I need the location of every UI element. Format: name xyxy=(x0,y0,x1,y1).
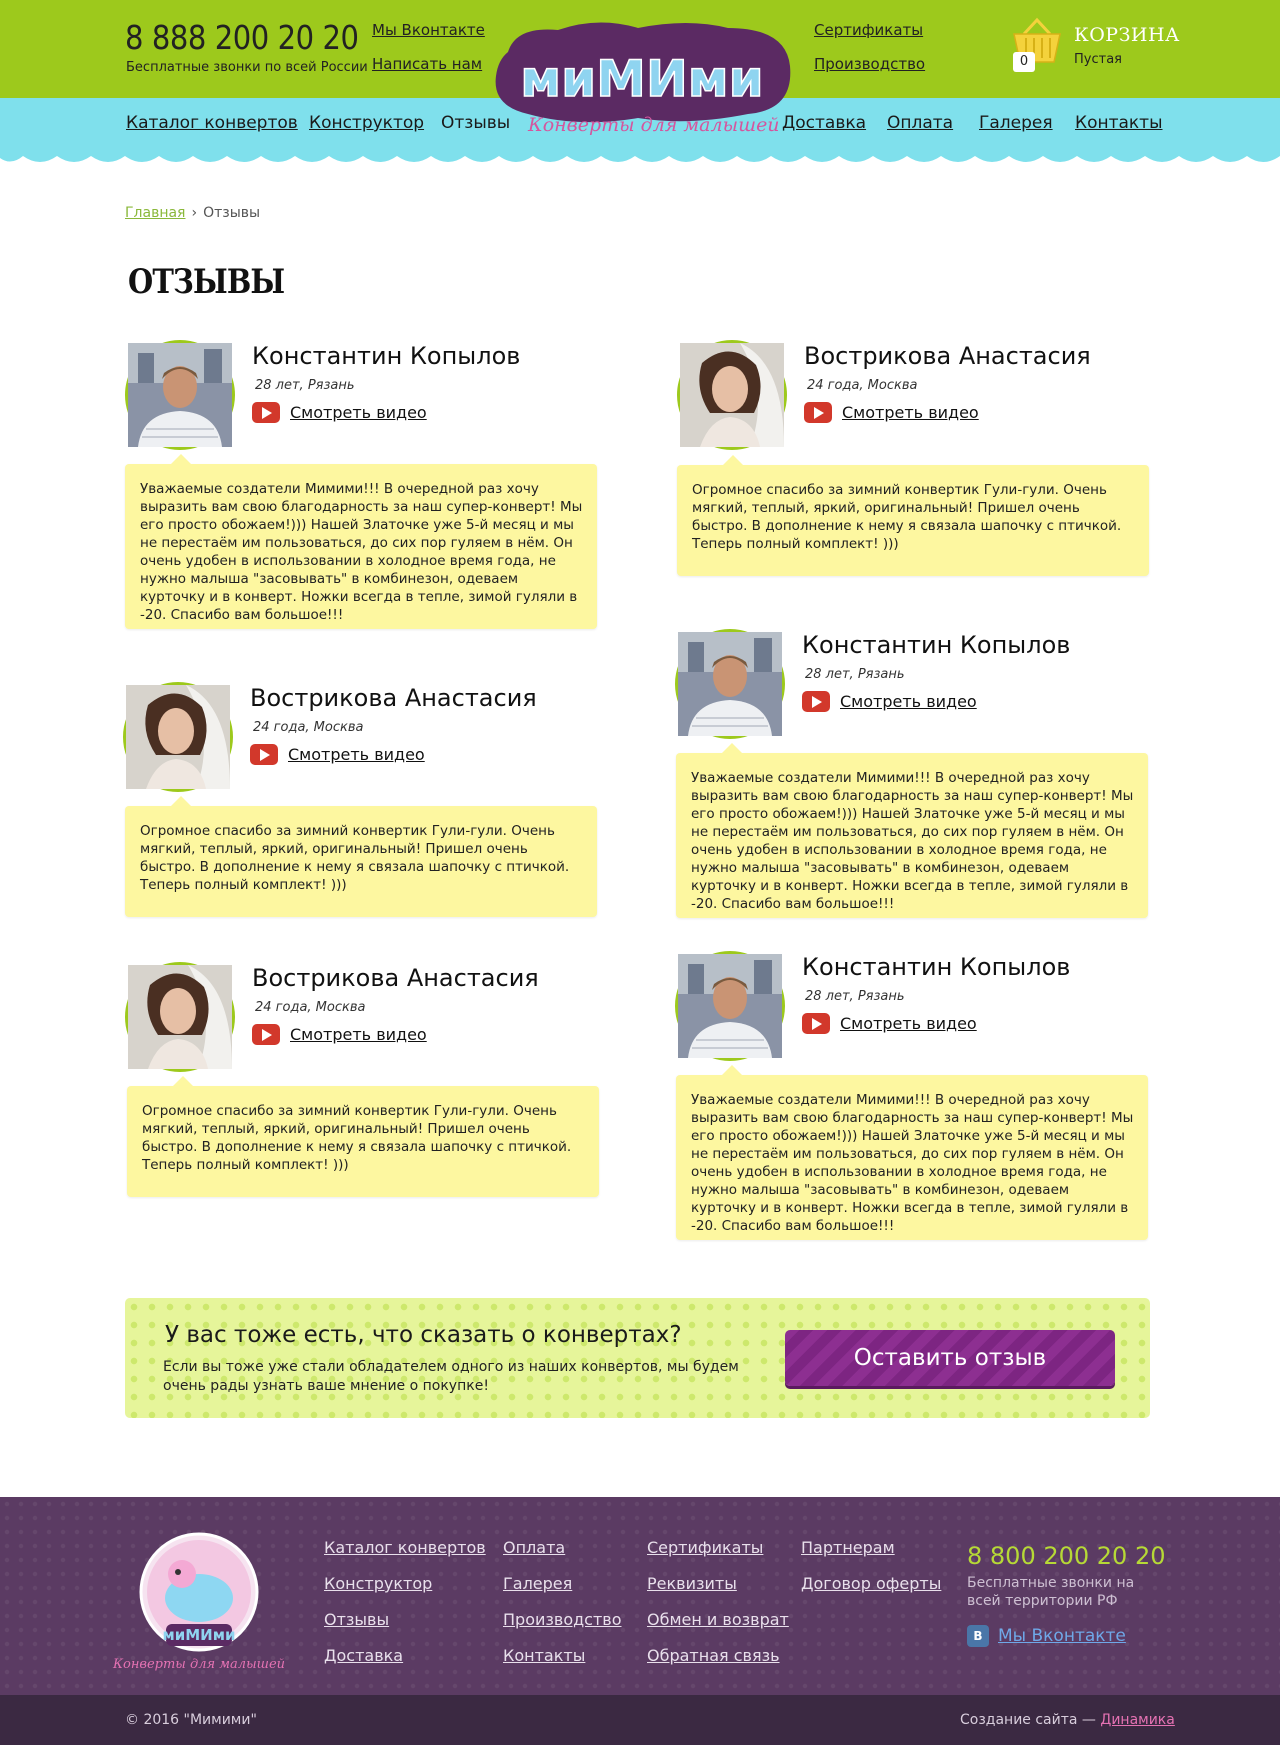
header-link-production[interactable]: Производство xyxy=(814,55,926,73)
review-author: Константин Копылов xyxy=(802,953,1071,981)
vk-icon: В xyxy=(967,1625,989,1647)
review-text: Уважаемые создатели Мимими!!! В очередной раз хочу выразить вам свою благодарность за наш супер-конверт! Мы его просто обожаем!))) Нашей Златочке уже 5-й месяц и мы не перестаём им пользоваться, до сих пор гуляем в нём. Он очень удобен в использовании в холодное время года, не нужно малыша "засовывать" в комбинезон, одеваем курточку и в конверт. Ножки всегда в тепле, зимой гуляли в -20. Спасибо вам большое!!! xyxy=(676,753,1148,918)
copyright: © 2016 "Мимими" xyxy=(125,1712,257,1728)
review-avatar xyxy=(125,962,235,1072)
cart-count: 0 xyxy=(1013,52,1035,72)
review-author: Константин Копылов xyxy=(252,342,521,370)
header-link-write[interactable]: Написать нам xyxy=(372,55,483,73)
review-text: Уважаемые создатели Мимими!!! В очередной раз хочу выразить вам свою благодарность за наш супер-конверт! Мы его просто обожаем!))) Нашей Златочке уже 5-й месяц и мы не перестаём им пользоваться, до сих пор гуляем в нём. Он очень удобен в использовании в холодное время года, не нужно малыша "засовывать" в комбинезон, одеваем курточку и в конверт. Ножки всегда в тепле, зимой гуляли в -20. Спасибо вам большое!!! xyxy=(676,1075,1148,1240)
review-meta: 24 года, Москва xyxy=(807,378,918,393)
footer-link-gallery[interactable]: Галерея xyxy=(503,1574,573,1593)
review-meta: 28 лет, Рязань xyxy=(255,378,355,393)
cta-title: У вас тоже есть, что сказать о конвертах? xyxy=(165,1322,682,1348)
review-author: Константин Копылов xyxy=(802,631,1071,659)
watch-video-link[interactable]: Смотреть видео xyxy=(802,689,977,713)
review-meta: 24 года, Москва xyxy=(253,720,364,735)
footer-link-partners[interactable]: Партнерам xyxy=(801,1538,895,1557)
review-avatar xyxy=(125,340,235,450)
leave-review-button[interactable]: Оставить отзыв xyxy=(785,1330,1115,1386)
youtube-play-icon xyxy=(804,402,832,423)
avatar-woman-image xyxy=(128,965,232,1069)
review-avatar xyxy=(123,682,233,792)
nav-item-contacts[interactable]: Контакты xyxy=(1075,113,1163,133)
logo-wordmark: миМИми xyxy=(520,50,764,108)
watch-video-link[interactable]: Смотреть видео xyxy=(802,1011,977,1035)
review-author: Вострикова Анастасия xyxy=(250,684,537,712)
header-link-vk[interactable]: Мы Вконтакте xyxy=(372,21,485,39)
review-avatar xyxy=(675,951,785,1061)
cart-title[interactable]: КОРЗИНА xyxy=(1074,24,1180,46)
nav-wave-decoration xyxy=(0,148,1280,172)
review-text: Огромное спасибо за зимний конвертик Гули-гули. Очень мягкий, теплый, яркий, оригинальный! Пришел очень быстро. В дополнение к нему я связала шапочку с птичкой. Теперь полный комплект! ))) xyxy=(677,465,1149,576)
youtube-play-icon xyxy=(250,744,278,765)
avatar-man-image xyxy=(128,343,232,447)
watch-video-link[interactable]: Смотреть видео xyxy=(804,400,979,424)
made-by-link[interactable]: Динамика xyxy=(1100,1712,1175,1728)
footer-link-exchange-return[interactable]: Обмен и возврат xyxy=(647,1610,789,1629)
footer-link-delivery[interactable]: Доставка xyxy=(324,1646,404,1665)
logo-slogan: Конверты для малышей xyxy=(528,114,780,136)
cta-text: Если вы тоже уже стали обладателем одного из наших конвертов, мы будем очень рады узнать ваше мнение о покупке! xyxy=(163,1359,739,1394)
nav-item-payment[interactable]: Оплата xyxy=(887,113,954,133)
footer-link-contacts[interactable]: Контакты xyxy=(503,1646,586,1665)
footer-link-certificates[interactable]: Сертификаты xyxy=(647,1538,764,1557)
page-title: ОТЗЫВЫ xyxy=(128,262,285,302)
footer-link-feedback[interactable]: Обратная связь xyxy=(647,1646,780,1665)
footer-logo-wordmark: миМИми xyxy=(162,1626,236,1644)
avatar-woman-image xyxy=(680,343,784,447)
youtube-play-icon xyxy=(802,691,830,712)
review-avatar xyxy=(675,629,785,739)
nav-item-gallery[interactable]: Галерея xyxy=(979,113,1053,133)
youtube-play-icon xyxy=(252,402,280,423)
watch-video-link[interactable]: Смотреть видео xyxy=(250,742,425,766)
nav-item-reviews[interactable]: Отзывы xyxy=(441,113,511,133)
footer-link-payment[interactable]: Оплата xyxy=(503,1538,566,1557)
footer-phone[interactable]: 8 800 200 20 20 xyxy=(967,1542,1166,1570)
watch-video-link[interactable]: Смотреть видео xyxy=(252,1022,427,1046)
review-meta: 24 года, Москва xyxy=(255,1000,366,1015)
footer-vk-link[interactable]: В Мы Вконтакте xyxy=(967,1625,1126,1647)
breadcrumb xyxy=(125,205,260,221)
watch-video-link[interactable]: Смотреть видео xyxy=(252,400,427,424)
footer-phone-note: Бесплатные звонки на всей территории РФ xyxy=(967,1575,1135,1609)
nav-item-catalog[interactable]: Каталог конвертов xyxy=(126,113,298,133)
footer-link-constructor[interactable]: Конструктор xyxy=(324,1574,433,1593)
footer-logo-slogan: Конверты для малышей xyxy=(112,1657,286,1672)
avatar-man-image xyxy=(678,632,782,736)
footer-link-offer-agreement[interactable]: Договор оферты xyxy=(801,1574,942,1593)
avatar-woman-image xyxy=(126,685,230,789)
review-author: Вострикова Анастасия xyxy=(804,342,1091,370)
footer-link-production[interactable]: Производство xyxy=(503,1610,622,1629)
avatar-man-image xyxy=(678,954,782,1058)
cart-status: Пустая xyxy=(1074,52,1122,67)
review-meta: 28 лет, Рязань xyxy=(805,667,905,682)
nav-item-delivery[interactable]: Доставка xyxy=(782,113,867,133)
review-text: Уважаемые создатели Мимими!!! В очередной раз хочу выразить вам свою благодарность за наш супер-конверт! Мы его просто обожаем!))) Нашей Златочке уже 5-й месяц и мы не перестаём им пользоваться, до сих пор гуляем в нём. Он очень удобен в использовании в холодное время года, не нужно малыша "засовывать" в комбинезон, одеваем курточку и в конверт. Ножки всегда в тепле, зимой гуляли в -20. Спасибо вам большое!!! xyxy=(125,464,597,629)
header-phone-note: Бесплатные звонки по всей России xyxy=(126,60,368,75)
breadcrumb-current: Отзывы xyxy=(203,205,261,221)
review-author: Вострикова Анастасия xyxy=(252,964,539,992)
review-avatar xyxy=(677,340,787,450)
footer-link-catalog[interactable]: Каталог конвертов xyxy=(324,1538,486,1557)
youtube-play-icon xyxy=(252,1024,280,1045)
review-text: Огромное спасибо за зимний конвертик Гули-гули. Очень мягкий, теплый, яркий, оригинальный! Пришел очень быстро. В дополнение к нему я связала шапочку с птичкой. Теперь полный комплект! ))) xyxy=(127,1086,599,1197)
leave-review-banner xyxy=(125,1298,1150,1418)
breadcrumb-home[interactable]: Главная xyxy=(125,205,186,221)
nav-item-constructor[interactable]: Конструктор xyxy=(309,113,425,133)
footer-link-reviews[interactable]: Отзывы xyxy=(324,1610,390,1629)
header-phone[interactable]: 8 888 200 20 20 xyxy=(125,18,359,57)
footer-logo[interactable] xyxy=(112,1530,286,1680)
review-text: Огромное спасибо за зимний конвертик Гули-гули. Очень мягкий, теплый, яркий, оригинальный! Пришел очень быстро. В дополнение к нему я связала шапочку с птичкой. Теперь полный комплект! ))) xyxy=(125,806,597,917)
header-link-certificates[interactable]: Сертификаты xyxy=(814,21,924,39)
footer-link-requisites[interactable]: Реквизиты xyxy=(647,1574,737,1593)
review-meta: 28 лет, Рязань xyxy=(805,989,905,1004)
made-by: Создание сайта — Динамика xyxy=(960,1712,1175,1728)
youtube-play-icon xyxy=(802,1013,830,1034)
chevron-right-icon: › xyxy=(191,205,198,221)
